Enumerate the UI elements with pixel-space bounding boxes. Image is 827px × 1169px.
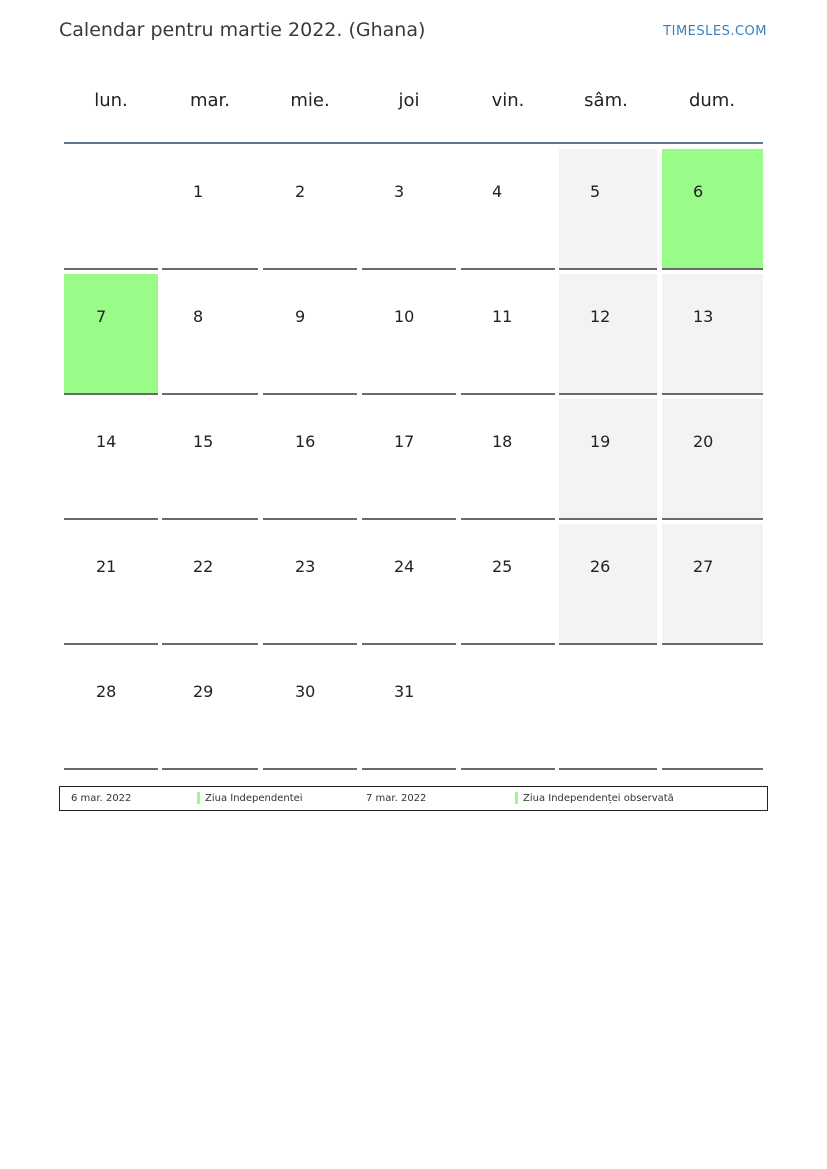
day-cell bbox=[362, 274, 456, 395]
day-cell bbox=[362, 399, 456, 520]
day-cell bbox=[559, 649, 657, 770]
day-cell bbox=[64, 524, 158, 645]
holiday-color-swatch bbox=[197, 792, 200, 804]
day-number: 30 bbox=[295, 682, 316, 701]
holiday-color-swatch bbox=[515, 792, 518, 804]
weekday-label: sâm. bbox=[584, 90, 628, 111]
day-cell bbox=[162, 649, 258, 770]
day-cell bbox=[362, 524, 456, 645]
day-number: 10 bbox=[394, 307, 415, 326]
day-cell bbox=[461, 524, 555, 645]
day-cell bbox=[461, 399, 555, 520]
day-number: 22 bbox=[193, 557, 214, 576]
legend-holiday-name: Ziua Independentei bbox=[205, 793, 303, 804]
weekend-day-cell bbox=[662, 274, 763, 395]
day-number: 1 bbox=[193, 182, 204, 201]
weekend-day-cell bbox=[559, 524, 657, 645]
day-cell bbox=[461, 149, 555, 270]
day-number: 24 bbox=[394, 557, 415, 576]
day-number: 28 bbox=[96, 682, 117, 701]
day-number: 4 bbox=[492, 182, 503, 201]
weekday-label: mie. bbox=[290, 90, 330, 111]
day-number: 25 bbox=[492, 557, 513, 576]
day-number: 9 bbox=[295, 307, 306, 326]
day-number: 19 bbox=[590, 432, 611, 451]
day-cell bbox=[162, 149, 258, 270]
day-number: 12 bbox=[590, 307, 611, 326]
day-number: 6 bbox=[693, 182, 704, 201]
day-cell bbox=[64, 149, 158, 270]
day-cell bbox=[162, 274, 258, 395]
legend-date: 7 mar. 2022 bbox=[366, 793, 427, 804]
day-number: 23 bbox=[295, 557, 316, 576]
day-number: 5 bbox=[590, 182, 601, 201]
weekend-day-cell bbox=[559, 274, 657, 395]
day-cell bbox=[263, 649, 357, 770]
weekday-label: vin. bbox=[491, 90, 525, 111]
day-number: 26 bbox=[590, 557, 611, 576]
day-cell bbox=[662, 649, 763, 770]
brand-link[interactable]: TIMESLES.COM bbox=[663, 24, 767, 39]
day-cell bbox=[162, 524, 258, 645]
day-cell bbox=[461, 649, 555, 770]
day-cell bbox=[263, 399, 357, 520]
day-number: 8 bbox=[193, 307, 204, 326]
day-number: 21 bbox=[96, 557, 117, 576]
day-number: 27 bbox=[693, 557, 714, 576]
day-cell bbox=[263, 274, 357, 395]
weekday-label: mar. bbox=[189, 90, 231, 111]
page-title: Calendar pentru martie 2022. (Ghana) bbox=[59, 19, 426, 41]
day-cell bbox=[362, 149, 456, 270]
day-cell bbox=[64, 649, 158, 770]
holiday-day-cell bbox=[662, 149, 763, 270]
day-number: 20 bbox=[693, 432, 714, 451]
day-number: 13 bbox=[693, 307, 714, 326]
weekday-label: dum. bbox=[688, 90, 736, 111]
day-cell bbox=[461, 274, 555, 395]
day-number: 2 bbox=[295, 182, 306, 201]
day-number: 15 bbox=[193, 432, 214, 451]
day-cell bbox=[362, 649, 456, 770]
weekday-label: lun. bbox=[94, 90, 128, 111]
weekend-day-cell bbox=[559, 399, 657, 520]
weekend-day-cell bbox=[559, 149, 657, 270]
day-number: 3 bbox=[394, 182, 405, 201]
day-cell bbox=[263, 524, 357, 645]
day-number: 14 bbox=[96, 432, 117, 451]
day-number: 7 bbox=[96, 307, 107, 326]
day-number: 11 bbox=[492, 307, 513, 326]
weekend-day-cell bbox=[662, 524, 763, 645]
weekday-label: joi bbox=[398, 90, 420, 111]
legend-date: 6 mar. 2022 bbox=[71, 793, 132, 804]
weekend-day-cell bbox=[662, 399, 763, 520]
day-number: 17 bbox=[394, 432, 415, 451]
day-number: 31 bbox=[394, 682, 415, 701]
day-number: 29 bbox=[193, 682, 214, 701]
day-cell bbox=[263, 149, 357, 270]
legend-holiday-name: Ziua Independenței observată bbox=[523, 793, 674, 804]
day-cell bbox=[64, 399, 158, 520]
holiday-legend bbox=[59, 786, 768, 811]
day-cell bbox=[162, 399, 258, 520]
day-number: 18 bbox=[492, 432, 513, 451]
holiday-day-cell bbox=[64, 274, 158, 395]
day-number: 16 bbox=[295, 432, 316, 451]
